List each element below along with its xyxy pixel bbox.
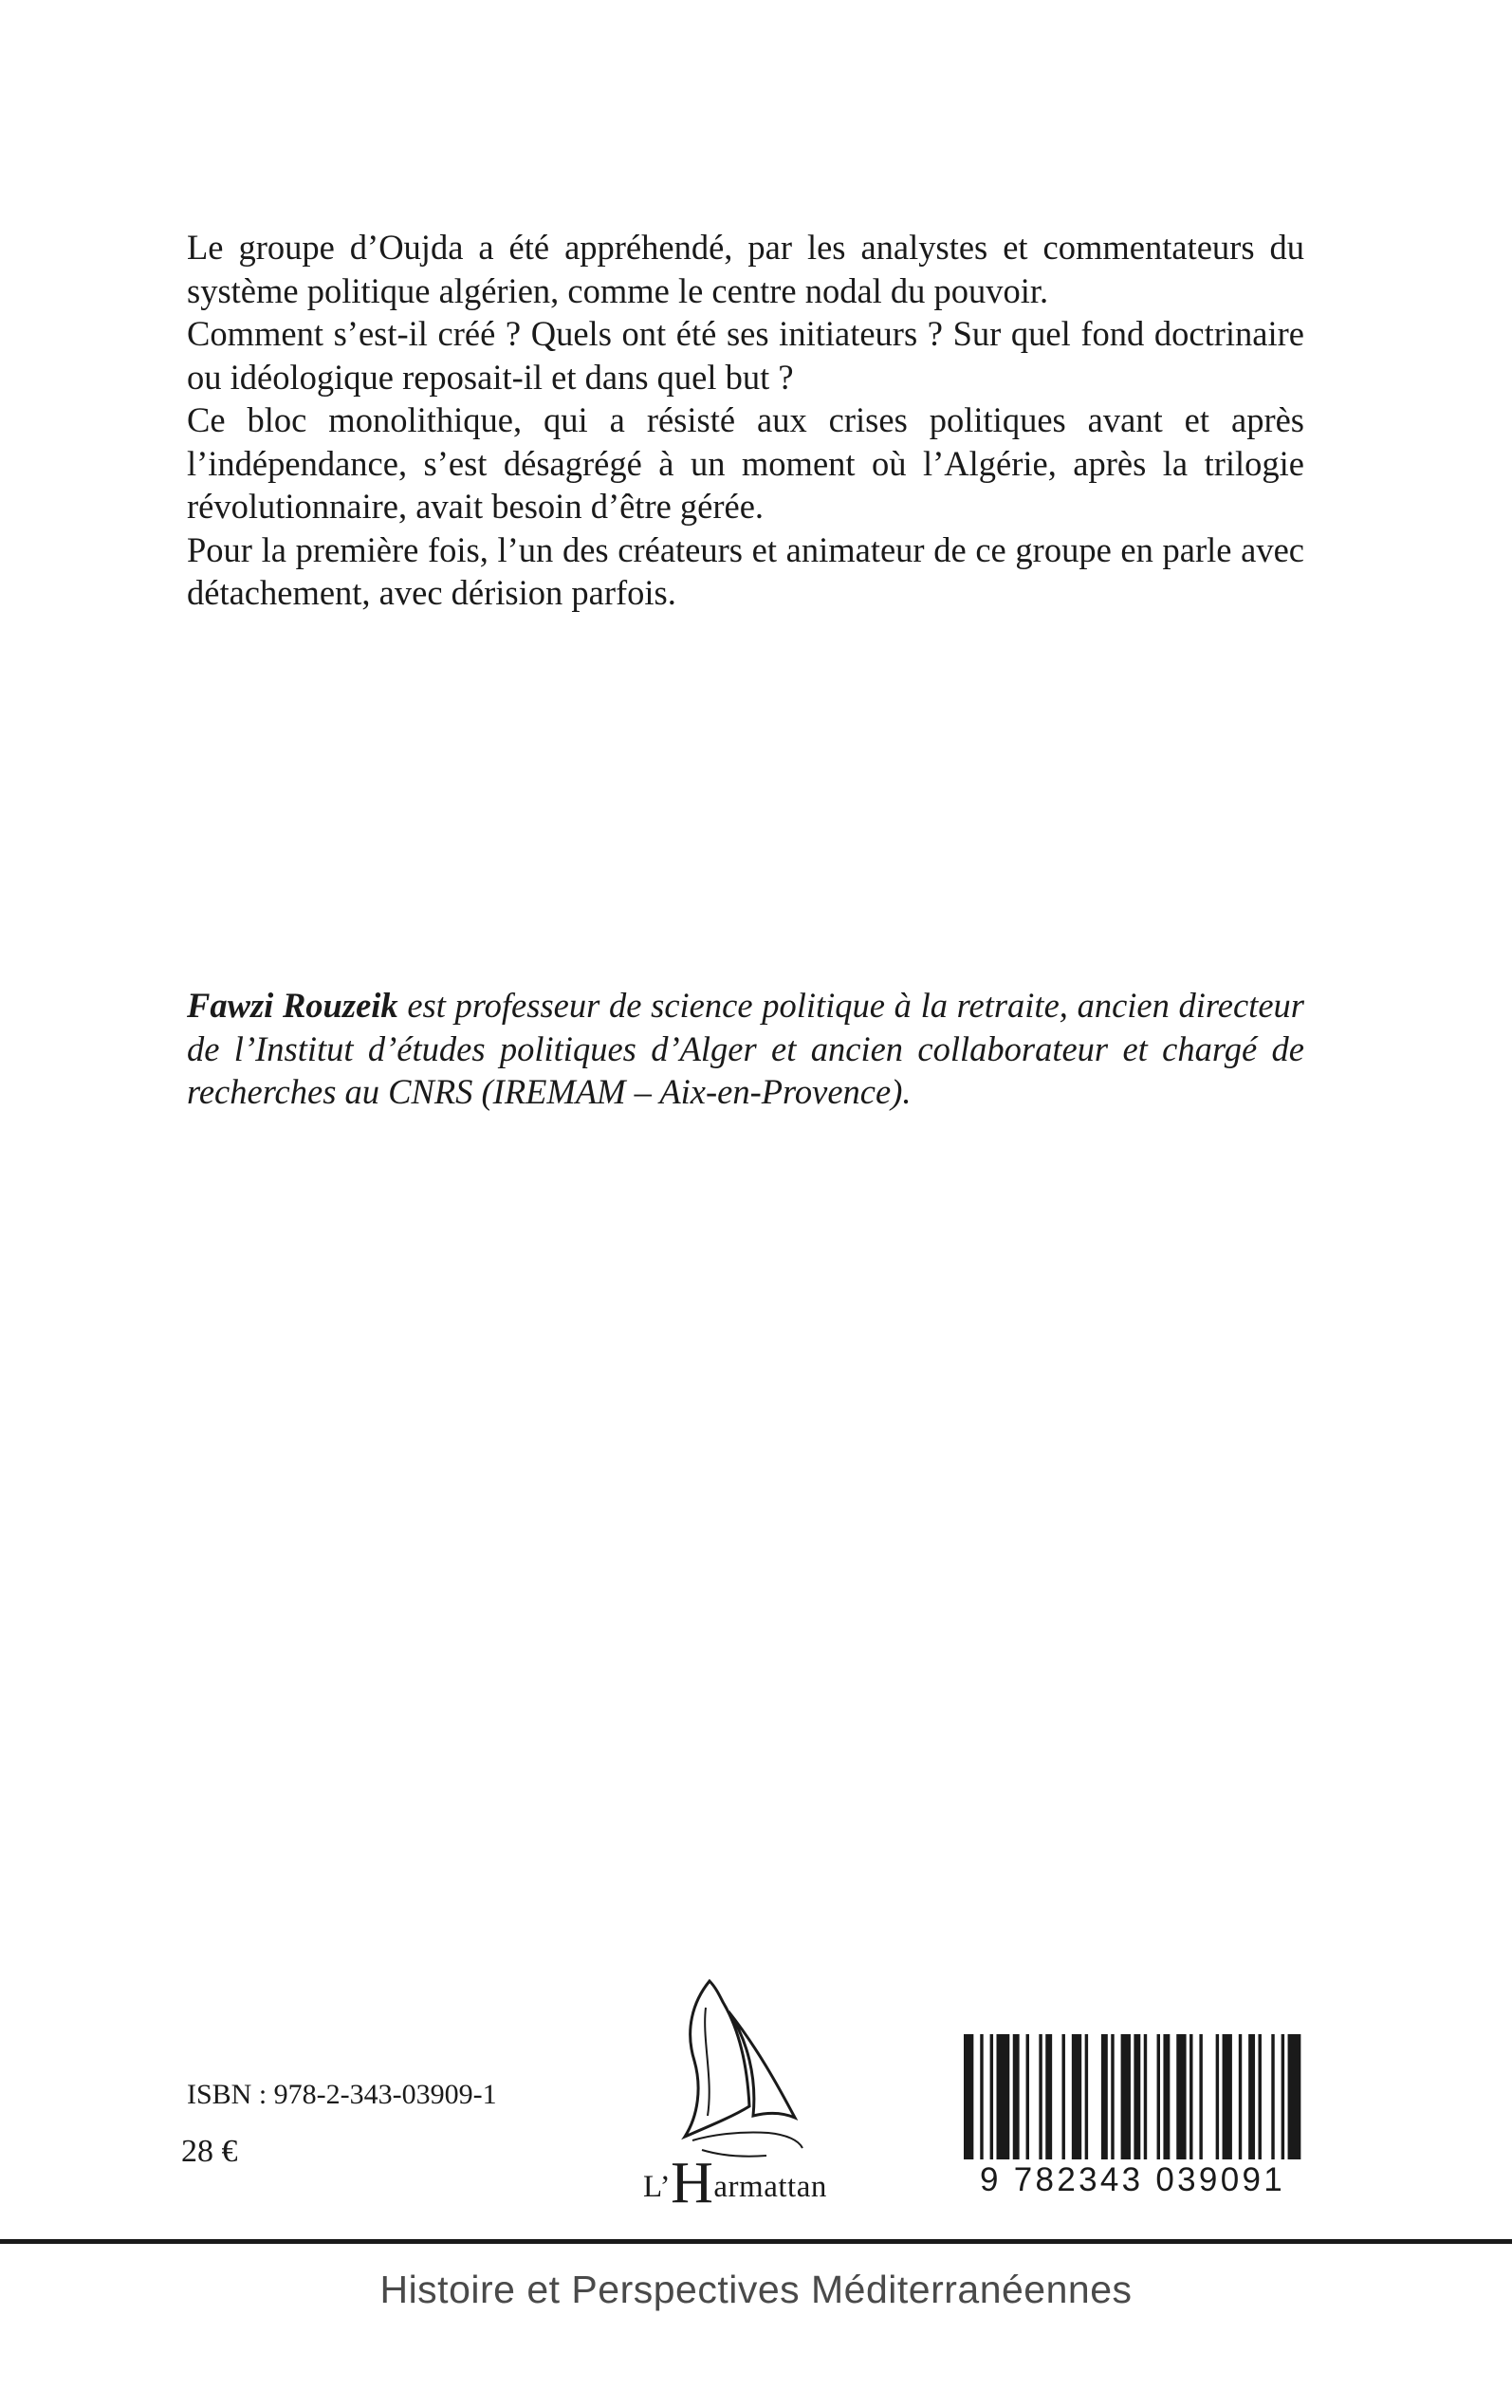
author-bio xyxy=(187,984,1304,1114)
price: 28 € xyxy=(181,2134,238,2169)
isbn: ISBN : 978-2-343-03909-1 xyxy=(187,2079,497,2110)
author-bio-text: est professeur de science politique à la retraite, ancien directeur de l’Institut d’études politiques d’Alger et ancien collaborateur et chargé de recherches au CNRS (IREMAM – Aix-en-Provence). xyxy=(187,986,1304,1111)
publisher-initial: H xyxy=(671,2151,714,2215)
publisher-prefix: L’ xyxy=(643,2170,672,2204)
blurb-paragraph-4: Pour la première fois, l’un des créateurs et animateur de ce groupe en parle avec détachement, avec dérision parfois. xyxy=(187,529,1304,612)
blurb-paragraph-3: Ce bloc monolithique, qui a résisté aux crises politiques avant et après l’indépendance, s’est désagrégé à un moment où l’Algérie, après la trilogie révolutionnaire, avait besoin d’être gérée. xyxy=(187,400,1304,526)
blurb-paragraph-1: Le groupe d’Oujda a été appréhendé, par les analystes et commentateurs du système politique algérien, comme le centre nodal du pouvoir. xyxy=(187,228,1304,310)
blurb xyxy=(187,226,1304,615)
publisher-logo-text xyxy=(643,2148,827,2215)
publisher-rest: armattan xyxy=(713,2170,827,2204)
blurb-paragraph-2: Comment s’est-il créé ? Quels ont été ses initiateurs ? Sur quel fond doctrinaire ou idéologique reposait-il et dans quel but ? xyxy=(187,314,1304,397)
collection-title: Histoire et Perspectives Méditerranéennes xyxy=(379,2268,1133,2311)
barcode-digits: 9 782343 039091 xyxy=(960,2159,1305,2201)
author-name: Fawzi Rouzeik xyxy=(187,986,398,1025)
divider xyxy=(0,2239,1512,2244)
